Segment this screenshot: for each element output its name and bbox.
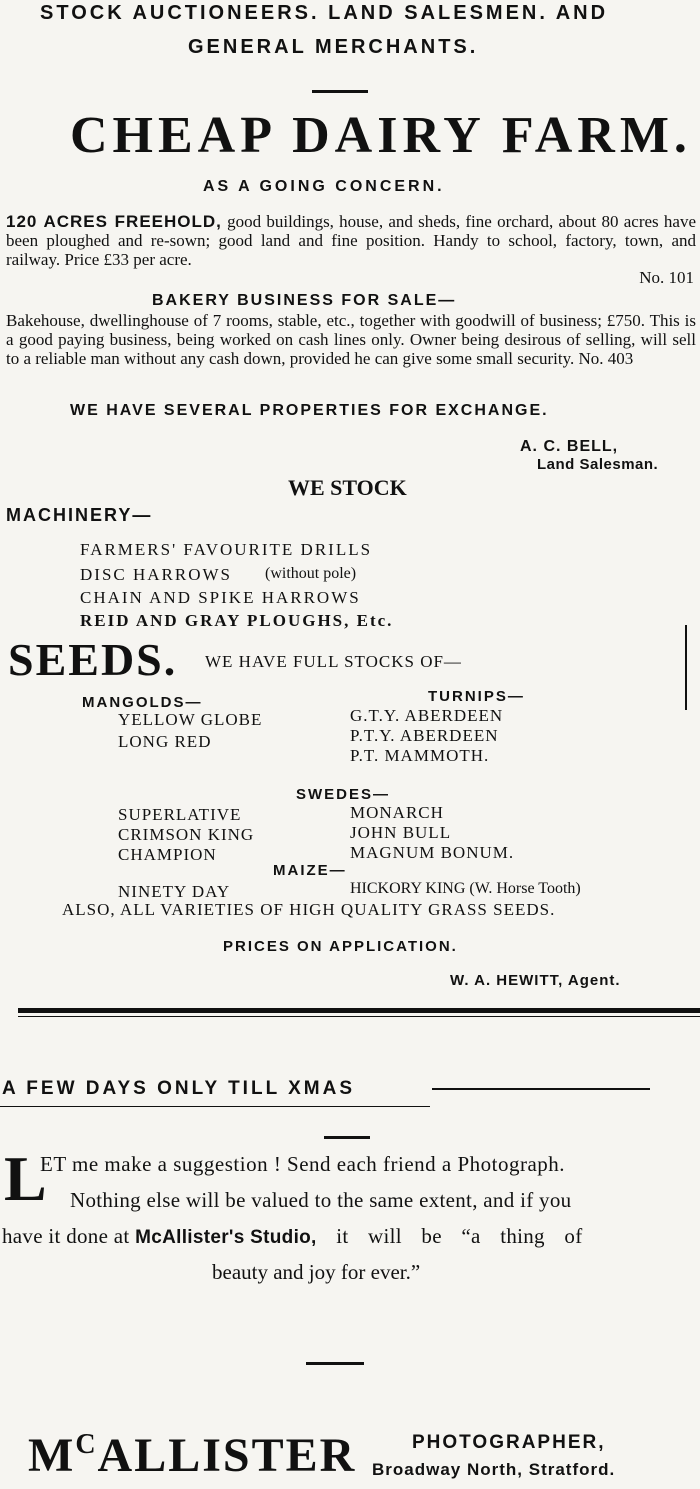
footer-name <box>28 1428 356 1483</box>
machinery-item-chain-harrows: CHAIN AND SPIKE HARROWS <box>80 588 361 607</box>
swedes-superlative: SUPERLATIVE <box>118 805 242 824</box>
agent1-title: Land Salesman. <box>537 456 659 473</box>
bakery-paragraph: Bakehouse, dwellinghouse of 7 rooms, stable, etc., together with goodwill of business; £750. This is a good paying business, being worked on cash lines only. Owner being desirous of selling, will sell to a reliable man without any cash down, provided he can give some small security. No. 403 <box>6 311 696 368</box>
xmas-studio: McAllister's Studio, <box>135 1227 317 1248</box>
exchange-line: WE HAVE SEVERAL PROPERTIES FOR EXCHANGE. <box>70 402 549 419</box>
mangolds-long-red: LONG RED <box>118 732 212 751</box>
header-divider <box>312 90 368 93</box>
dairy-paragraph <box>6 212 696 269</box>
agent1-name: A. C. BELL, <box>520 438 619 455</box>
xmas-line-3 <box>2 1224 583 1249</box>
dairy-subtitle: AS A GOING CONCERN. <box>203 178 445 195</box>
footer-role: PHOTOGRAPHER, <box>412 1432 606 1453</box>
grass-seeds-line: ALSO, ALL VARIETIES OF HIGH QUALITY GRASS SEEDS. <box>62 900 556 919</box>
footer-name-c: C <box>75 1429 98 1460</box>
xmas-line-3a: have it done at <box>2 1224 136 1248</box>
dairy-lead: 120 ACRES FREEHOLD, <box>6 212 222 231</box>
swedes-monarch: MONARCH <box>350 803 444 822</box>
bakery-heading: BAKERY BUSINESS FOR SALE— <box>152 292 457 309</box>
mangolds-label: MANGOLDS— <box>82 694 203 711</box>
swedes-crimson-king: CRIMSON KING <box>118 825 255 844</box>
section-divider-thick <box>18 1008 700 1013</box>
section-divider-thin <box>18 1016 700 1017</box>
machinery-item-disc-note: (without pole) <box>265 565 357 582</box>
prices-line: PRICES ON APPLICATION. <box>223 938 458 955</box>
header-line-2: GENERAL MERCHANTS. <box>188 36 479 58</box>
header-line-1: STOCK AUCTIONEERS. LAND SALESMEN. AND <box>40 2 609 24</box>
machinery-item-ploughs: REID AND GRAY PLOUGHS, Etc. <box>80 611 394 630</box>
xmas-line-4: beauty and joy for ever.” <box>212 1260 421 1284</box>
footer-address: Broadway North, Stratford. <box>372 1460 616 1479</box>
dairy-body: good buildings, house, and sheds, fine orchard, about 80 acres have been ploughed and re-sown; good land and fine position. Handy to school, factory, town, and railway. Price £33 per acre. <box>6 212 696 269</box>
machinery-label: MACHINERY— <box>6 505 153 525</box>
turnips-label: TURNIPS— <box>428 688 525 705</box>
machinery-item-disc-harrows: DISC HARROWS <box>80 565 232 584</box>
seeds-title: SEEDS. <box>8 634 178 685</box>
mangolds-yellow-globe: YELLOW GLOBE <box>118 710 263 729</box>
swedes-champion: CHAMPION <box>118 845 217 864</box>
footer-divider <box>306 1362 364 1365</box>
turnips-gty: G.T.Y. ABERDEEN <box>350 706 504 725</box>
turnips-pty: P.T.Y. ABERDEEN <box>350 726 499 745</box>
footer-name-m: M <box>28 1429 76 1482</box>
swedes-label: SWEDES— <box>296 786 391 803</box>
xmas-line-1: ET me make a suggestion ! Send each friend a Photograph. <box>40 1152 566 1176</box>
swedes-magnum-bonum: MAGNUM BONUM. <box>350 843 515 862</box>
xmas-heading: A FEW DAYS ONLY TILL XMAS <box>2 1078 356 1099</box>
xmas-line-3b: it will be “a thing of <box>316 1224 583 1248</box>
dairy-ref: No. 101 <box>639 268 694 287</box>
maize-ninety-day: NINETY DAY <box>118 882 231 901</box>
stock-heading: WE STOCK <box>288 475 407 500</box>
maize-label: MAIZE— <box>273 862 347 879</box>
dairy-title: CHEAP DAIRY FARM. <box>70 107 692 164</box>
xmas-under-rule <box>0 1106 430 1107</box>
stock-side-rule <box>685 625 687 710</box>
seeds-tagline: WE HAVE FULL STOCKS OF— <box>205 652 462 671</box>
xmas-heading-rule <box>432 1088 650 1090</box>
machinery-item-drills: FARMERS' FAVOURITE DRILLS <box>80 540 373 559</box>
xmas-divider <box>324 1136 370 1139</box>
footer-name-rest: ALLISTER <box>97 1429 357 1482</box>
swedes-john-bull: JOHN BULL <box>350 823 452 842</box>
xmas-dropcap: L <box>4 1143 47 1214</box>
maize-hickory-king: HICKORY KING (W. Horse Tooth) <box>350 880 581 897</box>
xmas-line-2: Nothing else will be valued to the same extent, and if you <box>70 1188 572 1212</box>
seeds-agent: W. A. HEWITT, Agent. <box>450 972 621 989</box>
turnips-mammoth: P.T. MAMMOTH. <box>350 746 490 765</box>
